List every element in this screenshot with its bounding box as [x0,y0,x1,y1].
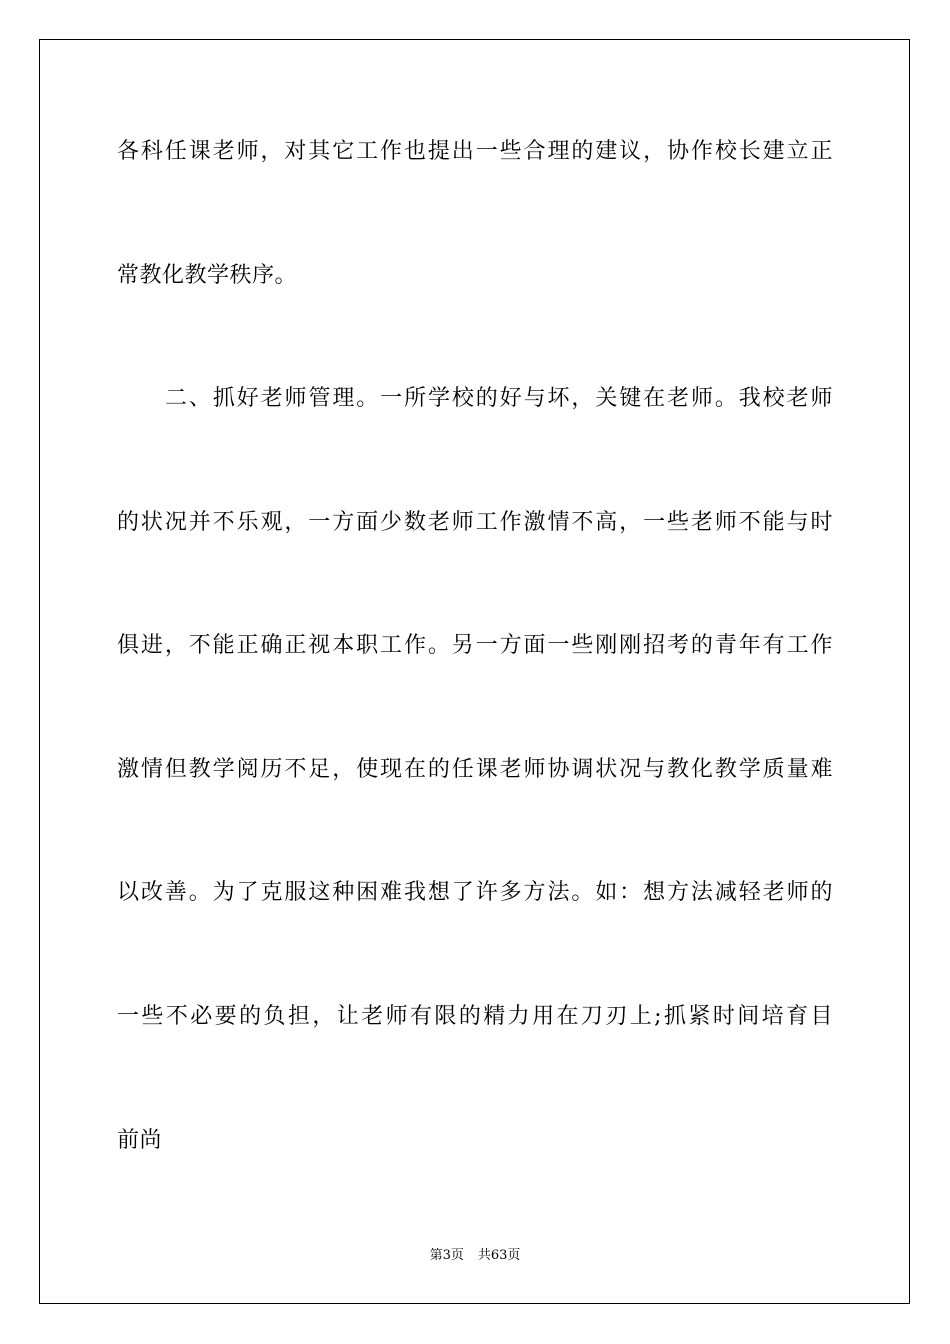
body-text-line-4: 的状况并不乐观，一方面少数老师工作激情不高，一些老师不能与时 [117,510,833,535]
page-footer [0,1248,950,1264]
body-text-line-8: 一些不必要的负担，让老师有限的精力用在刀刃上;抓紧时间培育目 [117,1004,833,1029]
body-text-line-1: 各科任课老师，对其它工作也提出一些合理的建议，协作校长建立正 [117,139,833,164]
page-total: 共63页 [477,1248,521,1263]
body-text-line-2: 常教化教学秩序。 [117,263,298,288]
body-text-line-3: 二、抓好老师管理。一所学校的好与坏，关键在老师。我校老师 [165,386,833,411]
page-number: 第3页 [429,1248,464,1263]
body-text-line-9: 前尚 [117,1128,163,1153]
body-text-line-5: 俱进，不能正确正视本职工作。另一方面一些刚刚招考的青年有工作 [117,633,833,658]
page-border [39,39,910,1304]
body-text-line-7: 以改善。为了克服这种困难我想了许多方法。如：想方法减轻老师的 [117,880,833,905]
body-text-line-6: 激情但教学阅历不足，使现在的任课老师协调状况与教化教学质量难 [117,757,833,782]
